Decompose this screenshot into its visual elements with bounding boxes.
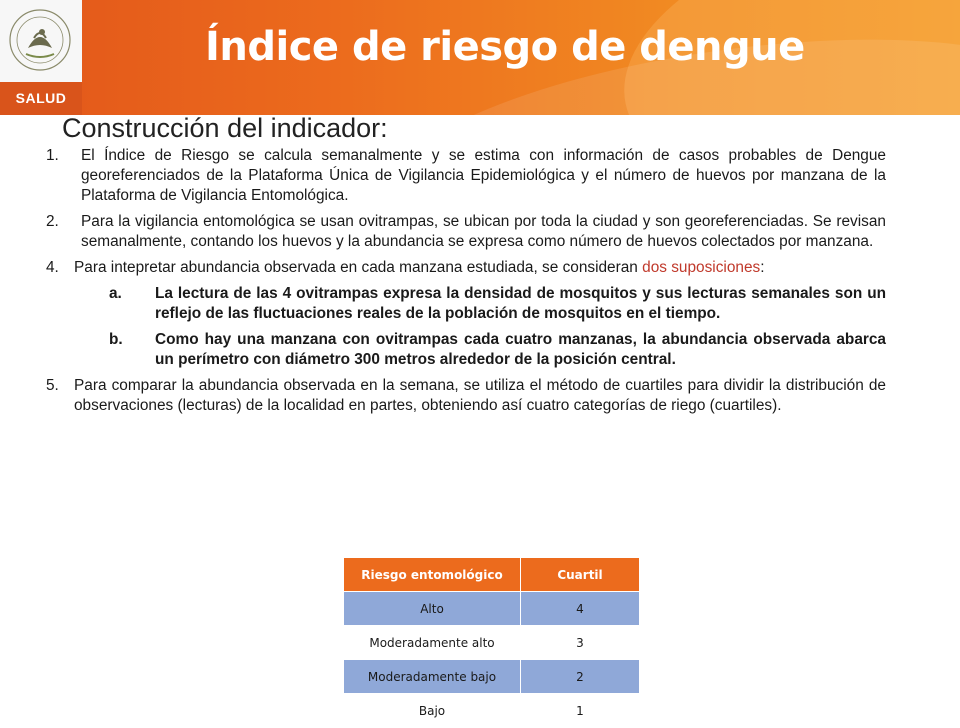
item-text: Para intepretar abundancia observada en cada manzana estudiada, se consideran (74, 259, 643, 276)
item-number: 5. (46, 377, 59, 394)
page-title: Índice de riesgo de dengue (205, 24, 805, 70)
list-item (46, 146, 886, 206)
table-row (344, 660, 640, 694)
risk-quartile-table (343, 557, 640, 728)
quartile-cell: 4 (521, 592, 640, 626)
assumption-item (109, 330, 886, 370)
quartile-cell: 1 (521, 694, 640, 728)
table-header-row (344, 558, 640, 592)
assumptions-list (109, 284, 886, 370)
assumption-item (109, 284, 886, 324)
assumption-letter: a. (109, 285, 122, 302)
indicator-list (46, 146, 886, 422)
risk-level-cell: Moderadamente alto (344, 626, 521, 660)
list-item (46, 258, 886, 370)
item-text: Para comparar la abundancia observada en la semana, se utiliza el método de cuartiles para dividir la distribución de observaciones (lecturas) de la localidad en partes, obteniendo así cuatro categorías de riego (cuartiles). (74, 377, 886, 414)
item-number: 4. (46, 259, 59, 276)
risk-level-cell: Alto (344, 592, 521, 626)
item-text: Para la vigilancia entomológica se usan ovitrampas, se ubican por toda la ciudad y son georeferenciadas. Se revisan semanalmente, contando los huevos y la abundancia se expresa como número de huevos colectados por manzana. (81, 213, 886, 250)
table-row (344, 592, 640, 626)
section-subtitle: Construcción del indicador: (62, 113, 388, 143)
item-text: El Índice de Riesgo se calcula semanalmente y se estima con información de casos probables de Dengue georeferenciados de la Plataforma Única de Vigilancia Epidemiológica y el número de huevos por manzana de la Plataforma de Vigilancia Entomológica. (81, 147, 886, 204)
item-number: 1. (46, 147, 59, 164)
salud-label: SALUD (0, 82, 82, 115)
table-row (344, 694, 640, 728)
salud-logo (0, 0, 82, 115)
assumption-text: La lectura de las 4 ovitrampas expresa la densidad de mosquitos y sus lecturas semanales son un reflejo de las fluctuaciones reales de la población de mosquitos en el tiempo. (155, 285, 886, 322)
quartile-cell: 3 (521, 626, 640, 660)
assumption-letter: b. (109, 331, 123, 348)
risk-level-cell: Bajo (344, 694, 521, 728)
quartile-cell: 2 (521, 660, 640, 694)
list-item (46, 212, 886, 252)
item-number: 2. (46, 213, 59, 230)
item-text-tail: : (760, 259, 765, 276)
highlight-text: dos suposiciones (642, 259, 761, 276)
column-header: Cuartil (521, 558, 640, 592)
list-item (46, 376, 886, 416)
table-row (344, 626, 640, 660)
column-header: Riesgo entomológico (344, 558, 521, 592)
header-banner (0, 0, 960, 115)
assumption-text: Como hay una manzana con ovitrampas cada cuatro manzanas, la abundancia observada abarca un perímetro con diámetro 300 metros alrededor de la posición central. (155, 331, 886, 368)
risk-level-cell: Moderadamente bajo (344, 660, 521, 694)
mexico-seal-icon (8, 8, 72, 72)
